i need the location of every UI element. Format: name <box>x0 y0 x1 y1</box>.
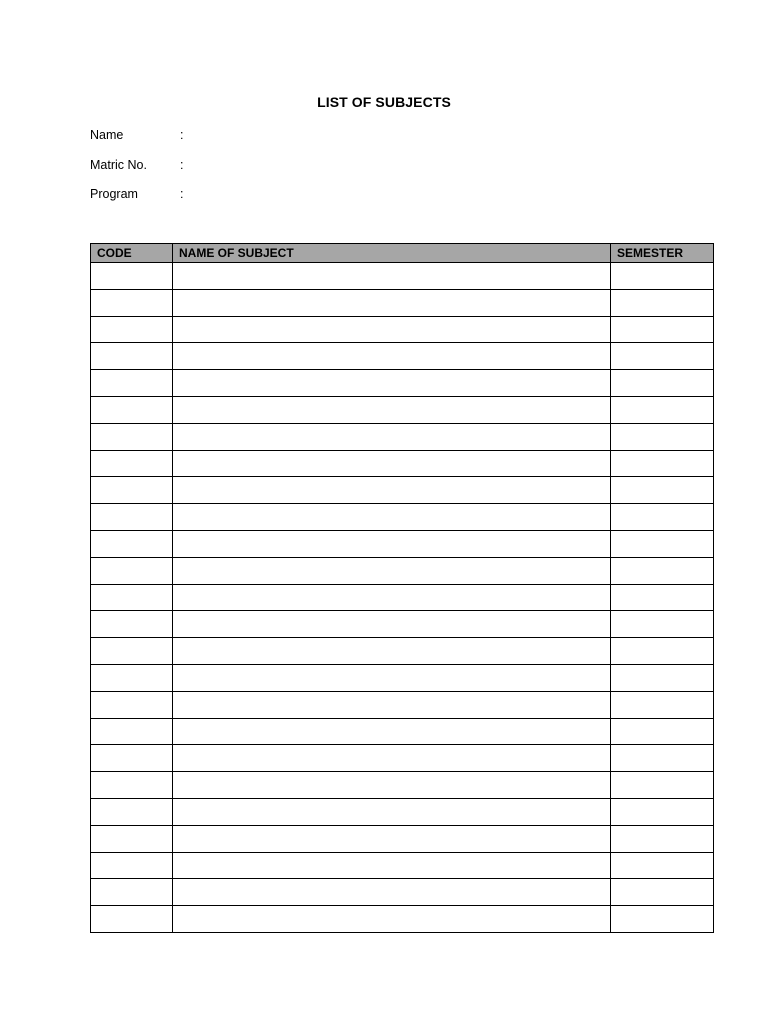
table-row <box>91 879 714 906</box>
table-row <box>91 745 714 772</box>
code-cell[interactable] <box>91 584 173 611</box>
table-row <box>91 450 714 477</box>
field-matric-no <box>90 156 192 174</box>
subjects-table <box>90 243 714 933</box>
semester-cell[interactable] <box>611 906 714 933</box>
code-cell[interactable] <box>91 906 173 933</box>
code-cell[interactable] <box>91 718 173 745</box>
name-of-subject-cell[interactable] <box>173 611 611 638</box>
name-of-subject-cell[interactable] <box>173 370 611 397</box>
semester-cell[interactable] <box>611 691 714 718</box>
code-cell[interactable] <box>91 289 173 316</box>
table-row <box>91 289 714 316</box>
semester-cell[interactable] <box>611 852 714 879</box>
code-cell[interactable] <box>91 396 173 423</box>
code-cell[interactable] <box>91 798 173 825</box>
table-row <box>91 691 714 718</box>
field-label-matric-no: Matric No. <box>90 158 147 172</box>
column-header-code: CODE <box>91 244 173 263</box>
name-of-subject-cell[interactable] <box>173 879 611 906</box>
table-row <box>91 906 714 933</box>
semester-cell[interactable] <box>611 611 714 638</box>
field-label-name: Name <box>90 128 124 142</box>
name-of-subject-cell[interactable] <box>173 316 611 343</box>
column-header-name-of-subject: NAME OF SUBJECT <box>173 244 611 263</box>
code-cell[interactable] <box>91 852 173 879</box>
code-cell[interactable] <box>91 477 173 504</box>
code-cell[interactable] <box>91 557 173 584</box>
name-of-subject-cell[interactable] <box>173 423 611 450</box>
code-cell[interactable] <box>91 316 173 343</box>
table-row <box>91 772 714 799</box>
code-cell[interactable] <box>91 263 173 290</box>
semester-cell[interactable] <box>611 370 714 397</box>
field-name <box>90 126 192 144</box>
field-separator: : <box>180 158 184 172</box>
semester-cell[interactable] <box>611 638 714 665</box>
name-of-subject-cell[interactable] <box>173 289 611 316</box>
code-cell[interactable] <box>91 504 173 531</box>
semester-cell[interactable] <box>611 584 714 611</box>
table-row <box>91 825 714 852</box>
table-row <box>91 423 714 450</box>
code-cell[interactable] <box>91 530 173 557</box>
semester-cell[interactable] <box>611 343 714 370</box>
semester-cell[interactable] <box>611 745 714 772</box>
semester-cell[interactable] <box>611 477 714 504</box>
table-row <box>91 477 714 504</box>
name-of-subject-cell[interactable] <box>173 718 611 745</box>
table-row <box>91 396 714 423</box>
semester-cell[interactable] <box>611 423 714 450</box>
name-of-subject-cell[interactable] <box>173 772 611 799</box>
column-header-semester: SEMESTER <box>611 244 714 263</box>
semester-cell[interactable] <box>611 289 714 316</box>
semester-cell[interactable] <box>611 316 714 343</box>
table-row <box>91 718 714 745</box>
name-of-subject-cell[interactable] <box>173 798 611 825</box>
semester-cell[interactable] <box>611 772 714 799</box>
semester-cell[interactable] <box>611 557 714 584</box>
name-of-subject-cell[interactable] <box>173 825 611 852</box>
name-of-subject-cell[interactable] <box>173 263 611 290</box>
table-row <box>91 316 714 343</box>
table-row <box>91 530 714 557</box>
name-of-subject-cell[interactable] <box>173 530 611 557</box>
semester-cell[interactable] <box>611 798 714 825</box>
code-cell[interactable] <box>91 825 173 852</box>
code-cell[interactable] <box>91 370 173 397</box>
field-separator: : <box>180 128 184 142</box>
table-header-row <box>91 244 714 263</box>
semester-cell[interactable] <box>611 825 714 852</box>
name-of-subject-cell[interactable] <box>173 664 611 691</box>
name-of-subject-cell[interactable] <box>173 450 611 477</box>
code-cell[interactable] <box>91 664 173 691</box>
code-cell[interactable] <box>91 343 173 370</box>
table-row <box>91 852 714 879</box>
name-of-subject-cell[interactable] <box>173 477 611 504</box>
table-row <box>91 343 714 370</box>
semester-cell[interactable] <box>611 504 714 531</box>
name-of-subject-cell[interactable] <box>173 584 611 611</box>
name-of-subject-cell[interactable] <box>173 745 611 772</box>
semester-cell[interactable] <box>611 530 714 557</box>
table-row <box>91 370 714 397</box>
table-row <box>91 798 714 825</box>
semester-cell[interactable] <box>611 718 714 745</box>
code-cell[interactable] <box>91 611 173 638</box>
name-of-subject-cell[interactable] <box>173 691 611 718</box>
table-row <box>91 557 714 584</box>
table-row <box>91 611 714 638</box>
name-of-subject-cell[interactable] <box>173 557 611 584</box>
name-of-subject-cell[interactable] <box>173 852 611 879</box>
semester-cell[interactable] <box>611 396 714 423</box>
name-of-subject-cell[interactable] <box>173 906 611 933</box>
table-body <box>91 263 714 933</box>
table-row <box>91 638 714 665</box>
name-of-subject-cell[interactable] <box>173 638 611 665</box>
field-separator: : <box>180 187 184 201</box>
code-cell[interactable] <box>91 745 173 772</box>
semester-cell[interactable] <box>611 664 714 691</box>
field-label-program: Program <box>90 187 138 201</box>
table-row <box>91 584 714 611</box>
code-cell[interactable] <box>91 450 173 477</box>
semester-cell[interactable] <box>611 263 714 290</box>
code-cell[interactable] <box>91 879 173 906</box>
semester-cell[interactable] <box>611 450 714 477</box>
field-program <box>90 185 192 203</box>
page-title: LIST OF SUBJECTS <box>317 94 451 110</box>
code-cell[interactable] <box>91 638 173 665</box>
table-row <box>91 263 714 290</box>
table-row <box>91 664 714 691</box>
semester-cell[interactable] <box>611 879 714 906</box>
code-cell[interactable] <box>91 772 173 799</box>
name-of-subject-cell[interactable] <box>173 504 611 531</box>
code-cell[interactable] <box>91 423 173 450</box>
name-of-subject-cell[interactable] <box>173 396 611 423</box>
table-row <box>91 504 714 531</box>
code-cell[interactable] <box>91 691 173 718</box>
name-of-subject-cell[interactable] <box>173 343 611 370</box>
